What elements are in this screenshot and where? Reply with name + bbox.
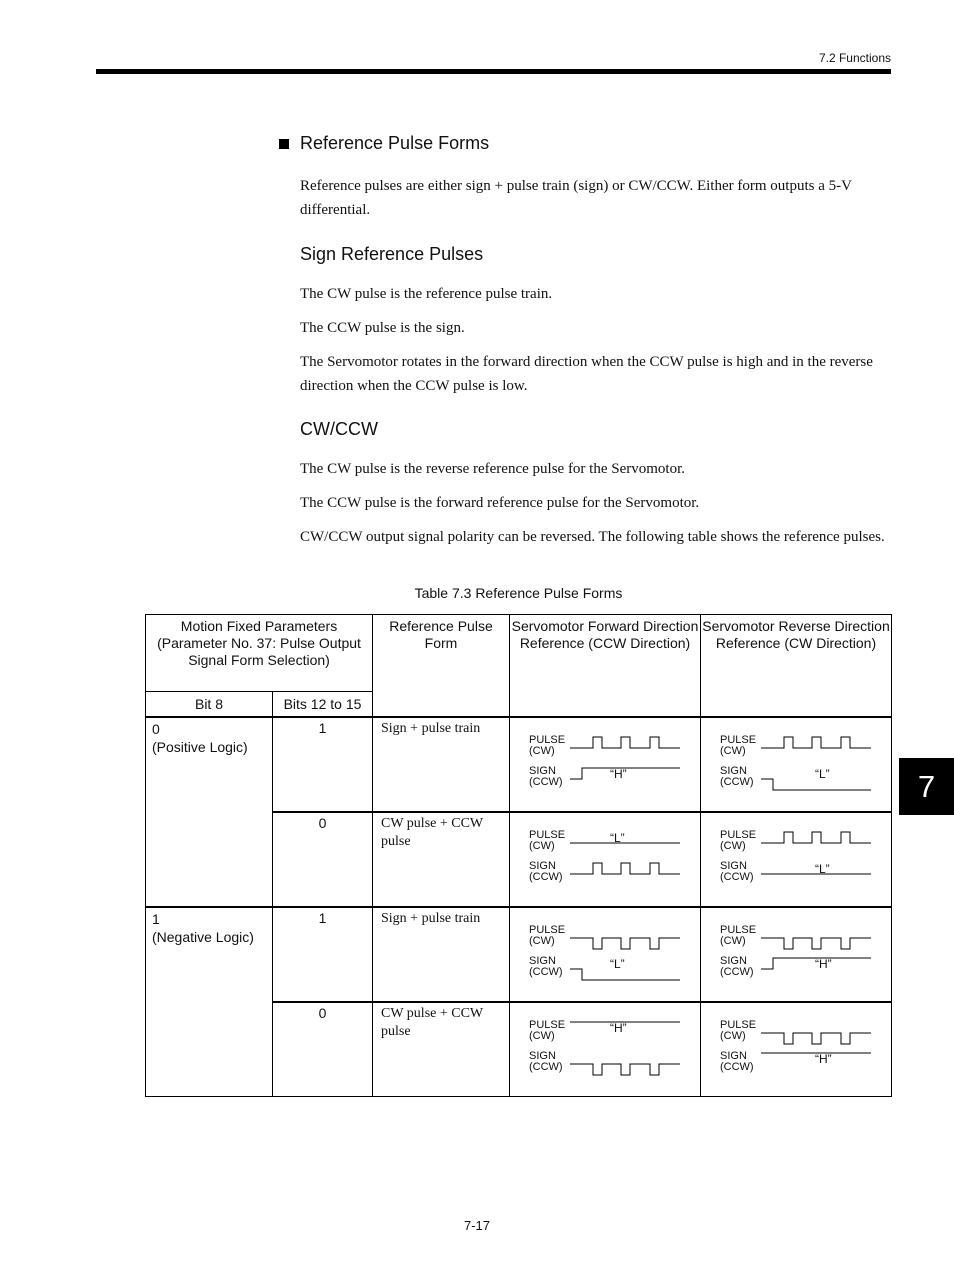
sign-label: SIGN [529, 764, 556, 777]
header-form: Reference Pulse Form [373, 615, 510, 717]
ccw-label: (CCW) [529, 870, 563, 883]
pulse-waveform [761, 737, 871, 748]
section-heading [300, 133, 892, 154]
waveform-diagram [701, 813, 891, 906]
level-label: “H” [815, 956, 832, 971]
pulse-label: PULSE [529, 828, 566, 841]
sign-label: SIGN [720, 954, 747, 967]
level-label: “L” [610, 956, 625, 971]
ccw-label: (CCW) [529, 965, 563, 978]
waveform-diagram [510, 813, 700, 906]
intro-paragraph: Reference pulses are either sign + pulse train (sign) or CW/CCW. Either form outputs a 5-V differential. [300, 178, 852, 218]
level-label: “L” [815, 861, 830, 876]
waveform-diagram [701, 908, 891, 1001]
cw-label: (CW) [529, 934, 555, 947]
cw-label: (CW) [529, 744, 555, 757]
sign-paragraph-3: The Servomotor rotates in the forward direction when the CCW pulse is high and in the reverse direction when the CCW pulse is low. [300, 354, 873, 394]
waveform-diagram [701, 1003, 891, 1096]
header-parameters: Motion Fixed Parameters (Parameter No. 37: Pulse Output Signal Form Selection) [146, 615, 373, 692]
sign-waveform [570, 863, 680, 874]
cw-label: (CW) [529, 839, 555, 852]
sign-waveform [570, 969, 680, 980]
cw-label: (CW) [720, 839, 746, 852]
waveform-rev [701, 907, 892, 1002]
sign-label: SIGN [720, 859, 747, 872]
header-bits12: Bits 12 to 15 [273, 692, 373, 717]
pulse-label: PULSE [529, 733, 566, 746]
bit8-value: 1 [152, 910, 160, 927]
pulse-waveform [761, 832, 871, 843]
cwccw-paragraph-3: CW/CCW output signal polarity can be reversed. The following table shows the reference pulses. [300, 529, 885, 545]
header-bit8: Bit 8 [146, 692, 273, 717]
waveform-rev [701, 1002, 892, 1097]
pulse-form: CW pulse + CCW pulse [373, 1002, 510, 1097]
pulse-label: PULSE [720, 1018, 757, 1031]
waveform-fwd [510, 907, 701, 1002]
sign-paragraph-1: The CW pulse is the reference pulse train. [300, 286, 553, 302]
pulse-label: PULSE [720, 923, 757, 936]
level-label: “H” [610, 1020, 627, 1035]
cw-label: (CW) [529, 1029, 555, 1042]
sign-label: SIGN [720, 764, 747, 777]
level-label: “L” [815, 766, 830, 781]
cwccw-heading: CW/CCW [300, 419, 378, 439]
ccw-label: (CCW) [720, 1060, 754, 1073]
waveform-rev [701, 812, 892, 907]
section-title: Reference Pulse Forms [300, 133, 490, 153]
pulse-label: PULSE [720, 733, 757, 746]
page-number: 7-17 [463, 1218, 491, 1233]
cw-label: (CW) [720, 934, 746, 947]
waveform-rev [701, 717, 892, 812]
pulse-label: PULSE [529, 923, 566, 936]
ccw-label: (CCW) [720, 870, 754, 883]
group-positive [146, 717, 273, 907]
reference-pulse-table [145, 614, 892, 1097]
pulse-form: Sign + pulse train [373, 717, 510, 812]
ccw-label: (CCW) [529, 775, 563, 788]
waveform-fwd [510, 717, 701, 812]
header-rule [96, 69, 891, 74]
level-label: “H” [610, 766, 627, 781]
sign-reference-heading: Sign Reference Pulses [300, 244, 484, 264]
waveform-diagram [701, 718, 891, 811]
square-bullet-icon [279, 139, 289, 149]
pulse-waveform [761, 938, 871, 949]
sign-label: SIGN [720, 1049, 747, 1062]
level-label: “H” [815, 1051, 832, 1066]
ccw-label: (CCW) [720, 965, 754, 978]
logic-label: (Negative Logic) [152, 928, 254, 945]
section-reference: 7.2 Functions [818, 51, 891, 65]
waveform-diagram [510, 908, 700, 1001]
pulse-label: PULSE [529, 1018, 566, 1031]
ccw-label: (CCW) [720, 775, 754, 788]
waveform-fwd [510, 812, 701, 907]
cw-label: (CW) [720, 1029, 746, 1042]
pulse-waveform [761, 1033, 871, 1044]
bit8-value: 0 [152, 720, 160, 737]
cw-label: (CW) [720, 744, 746, 757]
header-reverse: Servomotor Reverse Direction Reference (CW Direction) [701, 615, 892, 717]
bits-value: 1 [273, 907, 373, 1002]
cwccw-paragraph-2: The CCW pulse is the forward reference pulse for the Servomotor. [300, 495, 700, 511]
level-label: “L” [610, 830, 625, 845]
bits-value: 1 [273, 717, 373, 812]
sign-paragraph-2: The CCW pulse is the sign. [300, 320, 465, 336]
waveform-diagram [510, 718, 700, 811]
table-caption: Table 7.3 Reference Pulse Forms [414, 585, 623, 601]
waveform-diagram [510, 1003, 700, 1096]
pulse-waveform [570, 938, 680, 949]
sign-label: SIGN [529, 1049, 556, 1062]
bits-value: 0 [273, 812, 373, 907]
cwccw-paragraph-1: The CW pulse is the reverse reference pulse for the Servomotor. [300, 461, 686, 477]
ccw-label: (CCW) [529, 1060, 563, 1073]
group-negative [146, 907, 273, 1097]
sign-waveform [570, 1064, 680, 1075]
waveform-fwd [510, 1002, 701, 1097]
running-header [96, 51, 891, 75]
pulse-waveform [570, 737, 680, 748]
bits-value: 0 [273, 1002, 373, 1097]
pulse-form: Sign + pulse train [373, 907, 510, 1002]
pulse-form: CW pulse + CCW pulse [373, 812, 510, 907]
logic-label: (Positive Logic) [152, 738, 248, 755]
sign-label: SIGN [529, 859, 556, 872]
pulse-label: PULSE [720, 828, 757, 841]
sign-label: SIGN [529, 954, 556, 967]
header-forward: Servomotor Forward Direction Reference (CCW Direction) [510, 615, 701, 717]
chapter-tab: 7 [899, 758, 954, 815]
